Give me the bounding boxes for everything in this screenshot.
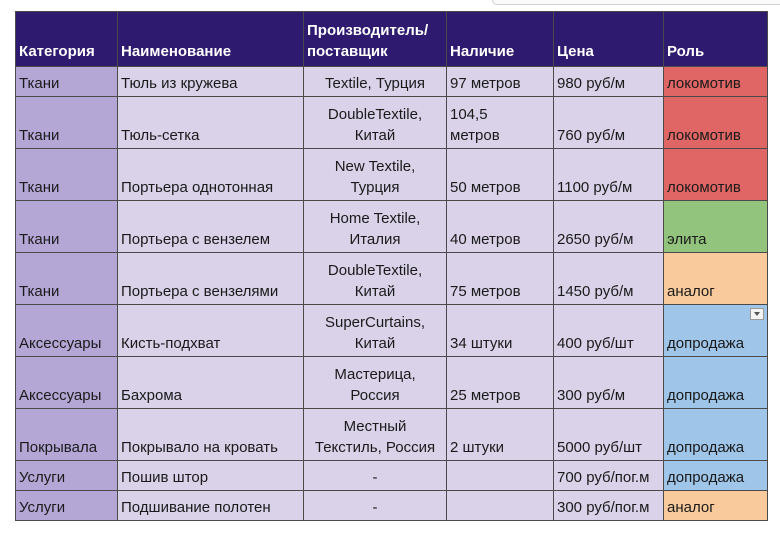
cell-name[interactable]: Портьера с вензелями — [118, 253, 304, 305]
cell-name[interactable]: Покрывало на кровать — [118, 409, 304, 461]
cell-role[interactable] — [664, 305, 768, 357]
table-row — [16, 253, 768, 305]
cell-stock-line1: 104,5 — [450, 106, 488, 123]
cell-category[interactable]: Покрывала — [16, 409, 118, 461]
cell-supplier-line2: Турция — [350, 179, 400, 196]
cell-price[interactable]: 980 руб/м — [554, 67, 664, 97]
products-table — [15, 11, 768, 521]
cell-supplier-line1: Мастерица, — [334, 366, 416, 383]
dropdown-arrow-icon[interactable] — [750, 308, 764, 320]
cell-stock[interactable]: 50 метров — [447, 149, 554, 201]
cell-category[interactable]: Ткани — [16, 67, 118, 97]
table-row — [16, 491, 768, 521]
cell-stock[interactable]: 75 метров — [447, 253, 554, 305]
cell-price[interactable]: 300 руб/пог.м — [554, 491, 664, 521]
cell-supplier[interactable] — [304, 305, 447, 357]
cell-name[interactable]: Пошив штор — [118, 461, 304, 491]
cell-supplier[interactable]: - — [304, 491, 447, 521]
cell-supplier-line2: Китай — [354, 283, 396, 300]
cell-price[interactable]: 760 руб/м — [554, 97, 664, 149]
cell-stock-line2: метров — [450, 127, 500, 144]
table-row — [16, 357, 768, 409]
header-supplier-line2: поставщик — [307, 43, 388, 60]
cell-supplier[interactable]: - — [304, 461, 447, 491]
cell-stock[interactable] — [447, 97, 554, 149]
cell-price[interactable]: 2650 руб/м — [554, 201, 664, 253]
cell-supplier-line1: Home Textile, — [329, 210, 421, 227]
cell-supplier-line2: Россия — [350, 387, 400, 404]
cell-price[interactable]: 1100 руб/м — [554, 149, 664, 201]
header-supplier-line1: Производитель/ — [307, 22, 429, 39]
table-row — [16, 305, 768, 357]
header-supplier[interactable] — [304, 12, 447, 67]
cell-category[interactable]: Ткани — [16, 253, 118, 305]
cell-stock[interactable] — [447, 461, 554, 491]
cell-supplier-line1: New Textile, — [334, 158, 416, 175]
toolbar-edge — [492, 0, 780, 5]
cell-name[interactable]: Бахрома — [118, 357, 304, 409]
cell-category[interactable]: Ткани — [16, 149, 118, 201]
cell-supplier-line2: Китай — [354, 335, 396, 352]
header-category[interactable]: Категория — [16, 12, 118, 67]
cell-supplier[interactable] — [304, 253, 447, 305]
cell-stock[interactable]: 25 метров — [447, 357, 554, 409]
cell-role[interactable]: допродажа — [664, 409, 768, 461]
cell-category[interactable]: Услуги — [16, 461, 118, 491]
cell-supplier-line2: Китай — [354, 127, 396, 144]
cell-supplier[interactable]: Textile, Турция — [304, 67, 447, 97]
cell-supplier[interactable] — [304, 357, 447, 409]
cell-stock[interactable]: 40 метров — [447, 201, 554, 253]
cell-name[interactable]: Тюль-сетка — [118, 97, 304, 149]
table-row — [16, 461, 768, 491]
table-row — [16, 409, 768, 461]
cell-category[interactable]: Аксессуары — [16, 357, 118, 409]
cell-supplier-line1: Местный — [343, 418, 407, 435]
cell-supplier-line2: Италия — [349, 231, 401, 248]
cell-supplier[interactable] — [304, 409, 447, 461]
cell-stock[interactable] — [447, 491, 554, 521]
header-price[interactable]: Цена — [554, 12, 664, 67]
cell-category[interactable]: Аксессуары — [16, 305, 118, 357]
cell-name[interactable]: Портьера однотонная — [118, 149, 304, 201]
cell-supplier-line1: SuperCurtains, — [324, 314, 426, 331]
cell-supplier-line2: Текстиль, Россия — [314, 439, 436, 456]
cell-role[interactable]: допродажа — [664, 461, 768, 491]
cell-supplier[interactable] — [304, 201, 447, 253]
cell-name[interactable]: Подшивание полотен — [118, 491, 304, 521]
cell-stock[interactable]: 2 штуки — [447, 409, 554, 461]
cell-role[interactable]: локомотив — [664, 67, 768, 97]
cell-category[interactable]: Ткани — [16, 201, 118, 253]
cell-price[interactable]: 300 руб/м — [554, 357, 664, 409]
header-role[interactable]: Роль — [664, 12, 768, 67]
header-row — [16, 12, 768, 67]
cell-price[interactable]: 5000 руб/шт — [554, 409, 664, 461]
cell-role[interactable]: допродажа — [664, 357, 768, 409]
cell-name[interactable]: Кисть-подхват — [118, 305, 304, 357]
cell-name[interactable]: Тюль из кружева — [118, 67, 304, 97]
cell-supplier[interactable] — [304, 97, 447, 149]
header-stock[interactable]: Наличие — [447, 12, 554, 67]
table-row — [16, 201, 768, 253]
cell-supplier[interactable] — [304, 149, 447, 201]
cell-role-label: допродажа — [667, 335, 745, 352]
cell-role[interactable]: аналог — [664, 491, 768, 521]
cell-role[interactable]: элита — [664, 201, 768, 253]
table-row — [16, 67, 768, 97]
cell-price[interactable]: 700 руб/пог.м — [554, 461, 664, 491]
cell-name[interactable]: Портьера с вензелем — [118, 201, 304, 253]
cell-role[interactable]: аналог — [664, 253, 768, 305]
cell-price[interactable]: 400 руб/шт — [554, 305, 664, 357]
cell-role[interactable]: локомотив — [664, 149, 768, 201]
cell-supplier-line1: DoubleTextile, — [327, 106, 423, 123]
cell-stock[interactable]: 34 штуки — [447, 305, 554, 357]
header-name[interactable]: Наименование — [118, 12, 304, 67]
cell-category[interactable]: Услуги — [16, 491, 118, 521]
cell-category[interactable]: Ткани — [16, 97, 118, 149]
cell-price[interactable]: 1450 руб/м — [554, 253, 664, 305]
cell-supplier-line1: DoubleTextile, — [327, 262, 423, 279]
cell-role[interactable]: локомотив — [664, 97, 768, 149]
table-row — [16, 149, 768, 201]
table-row — [16, 97, 768, 149]
cell-stock[interactable]: 97 метров — [447, 67, 554, 97]
